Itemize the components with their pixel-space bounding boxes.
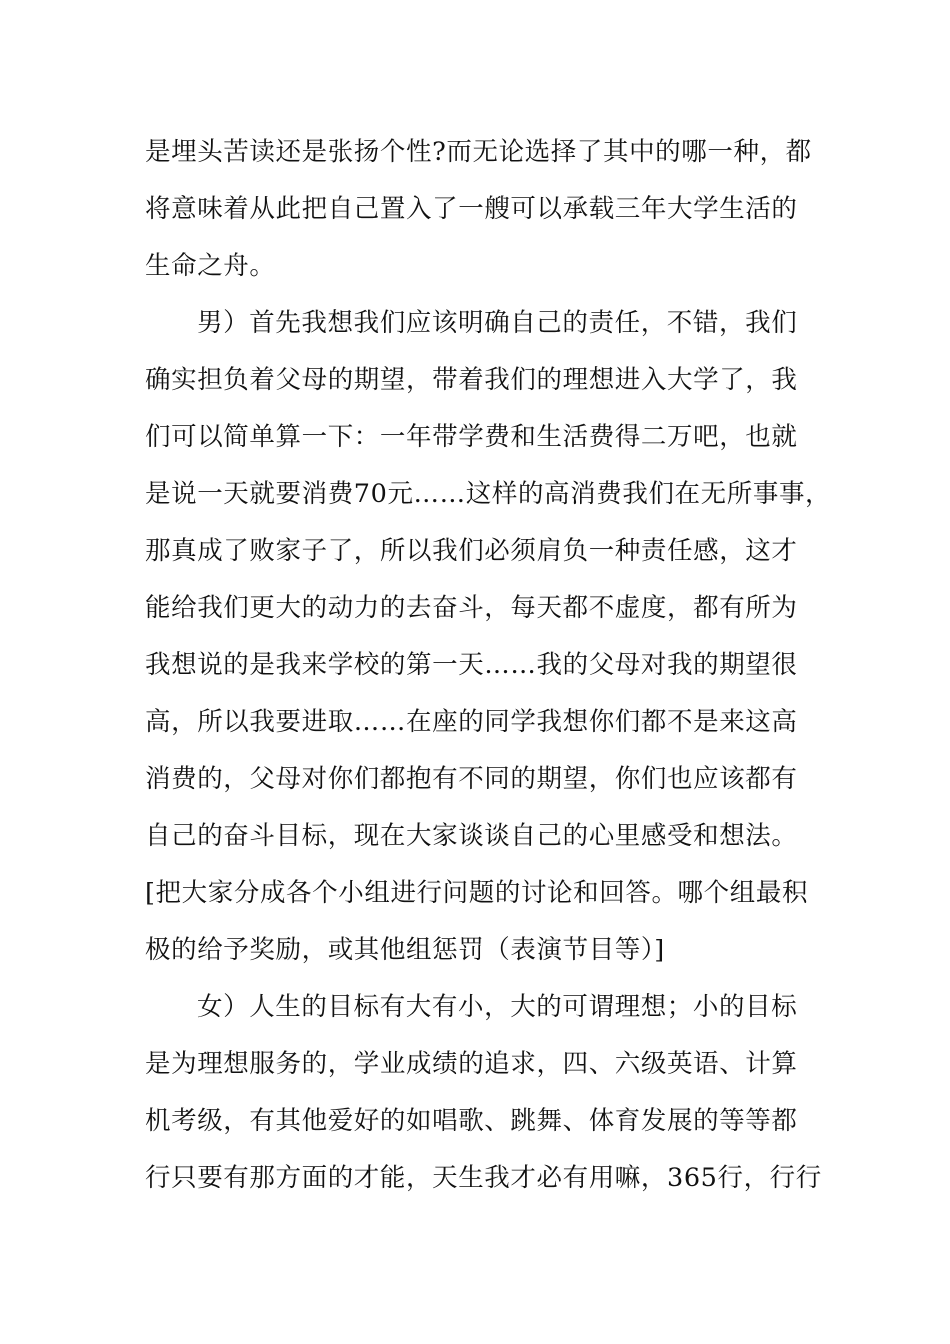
text-line: 消费的，父母对你们都抱有不同的期望，你们也应该都有 [145, 764, 798, 794]
text-line: 高，所以我要进取……在座的同学我想你们都不是来这高 [145, 707, 798, 737]
text-line: 生命之舟。 [145, 251, 276, 281]
text-line: 我想说的是我来学校的第一天……我的父母对我的期望很 [145, 650, 798, 680]
text-line: 极的给予奖励，或其他组惩罚（表演节目等）] [145, 935, 665, 965]
text-line: 男）首先我想我们应该明确自己的责任，不错，我们 [197, 308, 798, 338]
text-line: 行只要有那方面的才能，天生我才必有用嘛，365行，行行 [145, 1163, 822, 1193]
paragraph-2 [145, 299, 835, 983]
text-line: 那真成了败家子了，所以我们必须肩负一种责任感，这才 [145, 536, 798, 566]
document-body [145, 128, 835, 1211]
text-line: 是埋头苦读还是张扬个性?而无论选择了其中的哪一种，都 [145, 137, 812, 167]
text-line: [把大家分成各个小组进行问题的讨论和回答。哪个组最积 [145, 878, 809, 908]
text-line: 是说一天就要消费70元……这样的高消费我们在无所事事， [145, 479, 832, 509]
text-line: 自己的奋斗目标，现在大家谈谈自己的心里感受和想法。 [145, 821, 798, 851]
text-line: 是为理想服务的，学业成绩的追求，四、六级英语、计算 [145, 1049, 798, 1079]
text-line: 女）人生的目标有大有小，大的可谓理想；小的目标 [197, 992, 798, 1022]
text-line: 们可以简单算一下：一年带学费和生活费得二万吧，也就 [145, 422, 798, 452]
paragraph-1 [145, 128, 835, 299]
text-line: 确实担负着父母的期望，带着我们的理想进入大学了，我 [145, 365, 798, 395]
text-line: 能给我们更大的动力的去奋斗，每天都不虚度，都有所为 [145, 593, 798, 623]
text-line: 将意味着从此把自己置入了一艘可以承载三年大学生活的 [145, 194, 798, 224]
text-line: 机考级，有其他爱好的如唱歌、跳舞、体育发展的等等都 [145, 1106, 798, 1136]
paragraph-3 [145, 983, 835, 1211]
